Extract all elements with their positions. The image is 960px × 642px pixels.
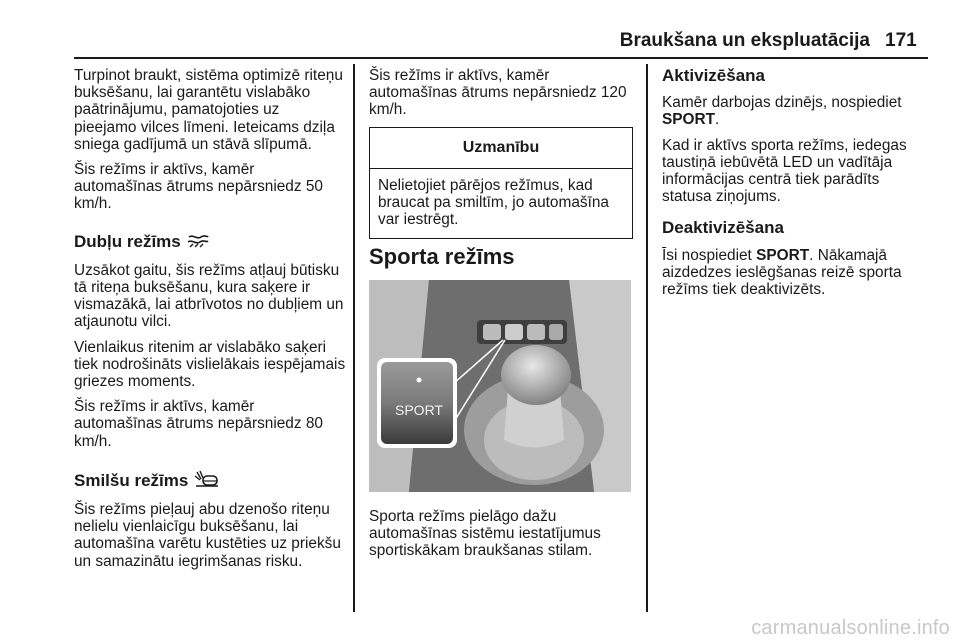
page-number: 171 (885, 30, 917, 51)
warning-body: Nelietojiet pārējos režīmus, kad braucat pa smiltīm, jo automašīna var iestrēgt. (378, 177, 609, 229)
sport-heading-wrap (369, 244, 637, 269)
column-right (662, 67, 932, 306)
column-divider (353, 64, 355, 612)
sand-mode-icon (194, 470, 220, 491)
paragraph: Sporta režīms pielāgo dažu automašīnas sistēmu iestatījumus sportiskākam braukšanas stilam. (369, 508, 601, 560)
section-heading-mud: Dubļu režīms (74, 233, 346, 252)
paragraph: Šis režīms pieļauj abu dzenošo riteņu nelielu vienlaicīgu buksēšanu, lai automašīna varētu kustēties uz priekšu un samazinātu iegrimšanas risku. (74, 501, 341, 570)
sport-button-photo (369, 280, 631, 492)
section-heading-deactivate: Deaktivizēšana (662, 218, 784, 238)
paragraph: Šis režīms ir aktīvs, kamēr automašīnas ātrums nepārsniedz 50 km/h. (74, 161, 323, 213)
paragraph: Īsi nospiediet SPORT. Nākamajā aizdedzes ieslēgšanas reizē sporta režīms tiek deaktivizēts. (662, 246, 902, 299)
mud-mode-icon (187, 233, 209, 252)
column-divider (646, 64, 648, 612)
section-heading-activate: Aktivizēšana (662, 66, 765, 85)
header-rule (74, 57, 928, 59)
running-header: Braukšana un ekspluatācija (619, 30, 870, 51)
paragraph: Šis režīms ir aktīvs, kamēr automašīnas ātrums nepārsniedz 80 km/h. (74, 398, 323, 450)
section-heading-sport: Sporta režīms (369, 244, 515, 269)
column-middle (369, 67, 637, 127)
sport-caption-wrap (369, 508, 637, 568)
warning-title: Uzmanību (370, 128, 632, 169)
photo-sport-label: SPORT (395, 402, 443, 418)
paragraph: Kad ir aktīvs sporta režīms, iedegas taustiņā iebūvētā LED un vadītāja informācijas centrā tiek parādīts statusa ziņojums. (662, 136, 907, 206)
paragraph: Uzsākot gaitu, šis režīms atļauj būtisku tā riteņa buksēšanu, kura saķere ir vismazākā, lai atbrīvotos no dubļiem un atjaunotu vilci. (74, 261, 344, 331)
paragraph: Šis režīms ir aktīvs, kamēr automašīnas ātrums nepārsniedz 120 km/h. (369, 67, 627, 119)
section-heading-sand: Smilšu režīms (74, 470, 346, 491)
column-left (74, 67, 346, 578)
paragraph: Turpinot braukt, sistēma optimizē riteņu buksēšanu, lai garantētu vislabāko paātrinājumu, pamatojoties uz pieejamo vilces līmeni. Ieteicams dziļa sniega gadījumā un stāvā slīpumā. (74, 67, 343, 153)
watermark: carmanualsonline.info (751, 617, 950, 639)
paragraph: Kamēr darbojas dzinējs, nospiediet SPORT. (662, 94, 902, 129)
warning-box (369, 127, 633, 239)
paragraph: Vienlaikus ritenim ar vislabāko saķeri tiek nodrošināts vislielākais iespējamais griezes moments. (74, 338, 346, 391)
